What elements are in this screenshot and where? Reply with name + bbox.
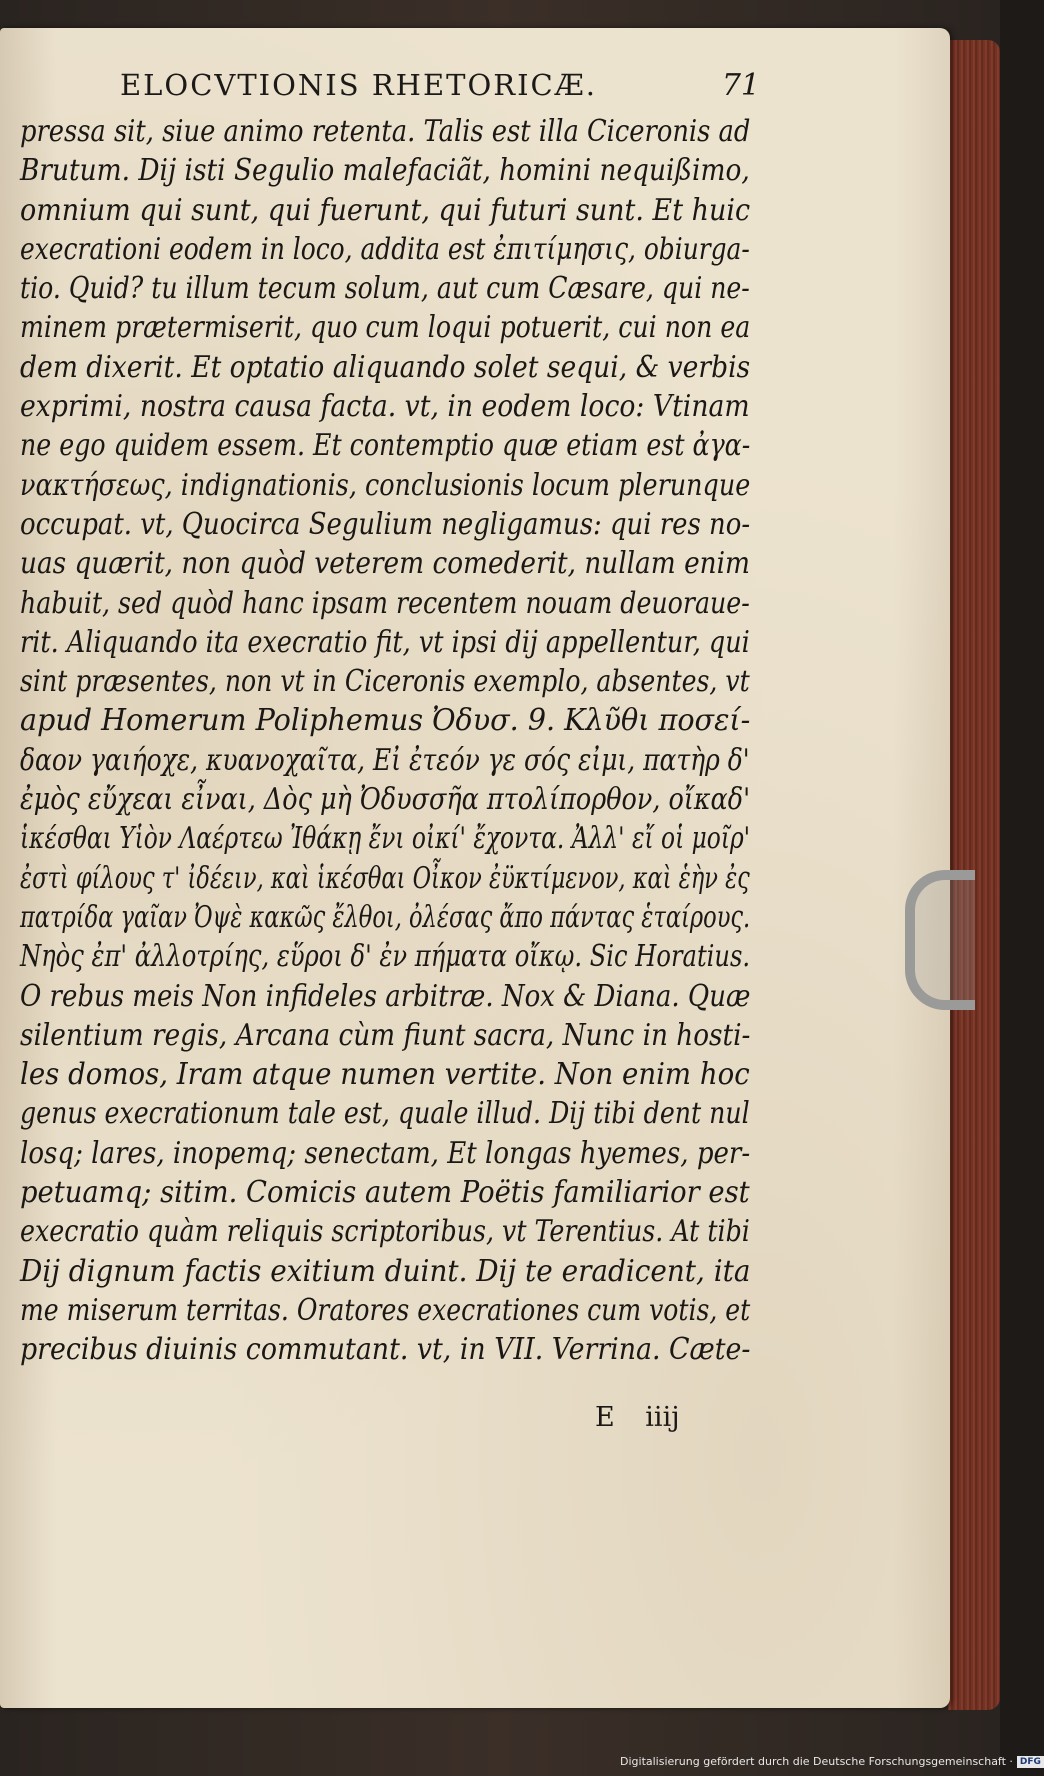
- text-line: dem dixerit. Et optatio aliquando solet sequi, & verbis: [20, 349, 751, 385]
- text-line: omnium qui sunt, qui fuerunt, qui futuri sunt. Et huic: [20, 192, 751, 228]
- text-line: habuit, sed quòd hanc ipsam recentem nouam deuoraue-: [20, 585, 750, 621]
- text-line: execrationi eodem in loco, addita est ἐπιτίμησις, obiurga-: [20, 231, 750, 267]
- text-line: ἱκέσθαι Υἱὸν Λαέρτεω Ἰθάκῃ ἔνι οἰκί' ἔχοντα. Ἀλλ' εἴ οἱ μοῖρ': [20, 821, 751, 857]
- text-line: pressa sit, siue animo retenta. Talis est illa Ciceronis ad: [20, 114, 751, 149]
- text-line: rit. Aliquando ita execratio fit, vt ipsi dij appellentur, qui: [20, 624, 750, 660]
- text-line: petuamq; sitim. Comicis autem Poëtis familiarior est: [20, 1175, 750, 1211]
- body-text: [20, 112, 750, 1370]
- page-clip: [905, 870, 975, 1010]
- text-line: ἐμὸς εὔχεαι εἶναι, Δὸς μὴ Ὀδυσσῆα πτολίπορθον, οἴκαδ': [20, 782, 751, 818]
- text-line: tio. Quid? tu illum tecum solum, aut cum Cæsare, qui ne-: [20, 271, 750, 307]
- text-line: losq; lares, inopemq; senectam, Et longas hyemes, per-: [20, 1135, 751, 1171]
- page-number: 71: [721, 68, 760, 103]
- text-line: δαον γαιήοχε, κυανοχαῖτα, Εἰ ἐτεόν γε σός εἰμι, πατὴρ δ': [20, 742, 750, 778]
- text-line: minem prætermiserit, quo cum loqui potuerit, cui non ea: [20, 310, 751, 346]
- digitization-credit: [620, 1755, 1044, 1768]
- text-line: occupat. vt, Quocirca Segulium negligamus: qui res no-: [20, 506, 751, 542]
- text-line: les domos, Iram atque numen vertite. Non enim hoc: [20, 1057, 750, 1093]
- page-header: [120, 68, 760, 103]
- running-title: ELOCVTIONIS RHETORICÆ.: [120, 68, 597, 102]
- text-line: νακτήσεως, indignationis, conclusionis locum plerunque: [20, 467, 751, 503]
- text-line: execratio quàm reliquis scriptoribus, vt Terentius. At tibi: [20, 1214, 750, 1250]
- text-line: me miserum territas. Oratores execrationes cum votis, et: [20, 1292, 751, 1328]
- text-line: sint præsentes, non vt in Ciceronis exemplo, absentes, vt: [20, 664, 750, 700]
- text-line: exprimi, nostra causa facta. vt, in eodem loco: Vtinam: [20, 389, 750, 425]
- text-line: O rebus meis Non infideles arbitræ. Nox & Diana. Quæ: [20, 978, 751, 1014]
- text-line: ἐστὶ φίλους τ' ἰδέειν, καὶ ἱκέσθαι Οἶκον ἐϋκτίμενον, καὶ ἑὴν ἐς: [20, 860, 750, 896]
- text-line: Brutum. Dij isti Segulio malefaciãt, homini nequißimo,: [20, 153, 750, 189]
- text-line: uas quærit, non quòd veterem comederit, nullam enim: [20, 546, 750, 582]
- text-line: ne ego quidem essem. Et contemptio quæ etiam est ἀγα-: [20, 428, 751, 464]
- text-line: πατρίδα γαῖαν Ὀψὲ κακῶς ἔλθοι, ὀλέσας ἄπο πάντας ἑταίρους.: [20, 899, 751, 935]
- text-line: precibus diuinis commutant. vt, in VII. Verrina. Cæte-: [20, 1332, 751, 1368]
- text-line: Νηὸς ἐπ' ἀλλοτρίης, εὕροι δ' ἐν πήματα οἴκῳ. Sic Horatius.: [20, 939, 751, 975]
- text-line: genus execrationum tale est, quale illud. Dij tibi dent nul: [20, 1096, 750, 1132]
- text-line: Dij dignum factis exitium duint. Dij te eradicent, ita: [20, 1253, 751, 1289]
- text-line: silentium regis, Arcana cùm fiunt sacra, Nunc in hosti-: [20, 1017, 751, 1053]
- signature-mark: E iiij: [595, 1402, 680, 1433]
- text-line: apud Homerum Poliphemus Ὀδυσ. 9. Κλῦθι ποσεί-: [20, 703, 751, 739]
- dfg-logo: DFG: [1017, 1756, 1044, 1768]
- credit-text: Digitalisierung gefördert durch die Deutsche Forschungsgemeinschaft ·: [620, 1755, 1013, 1768]
